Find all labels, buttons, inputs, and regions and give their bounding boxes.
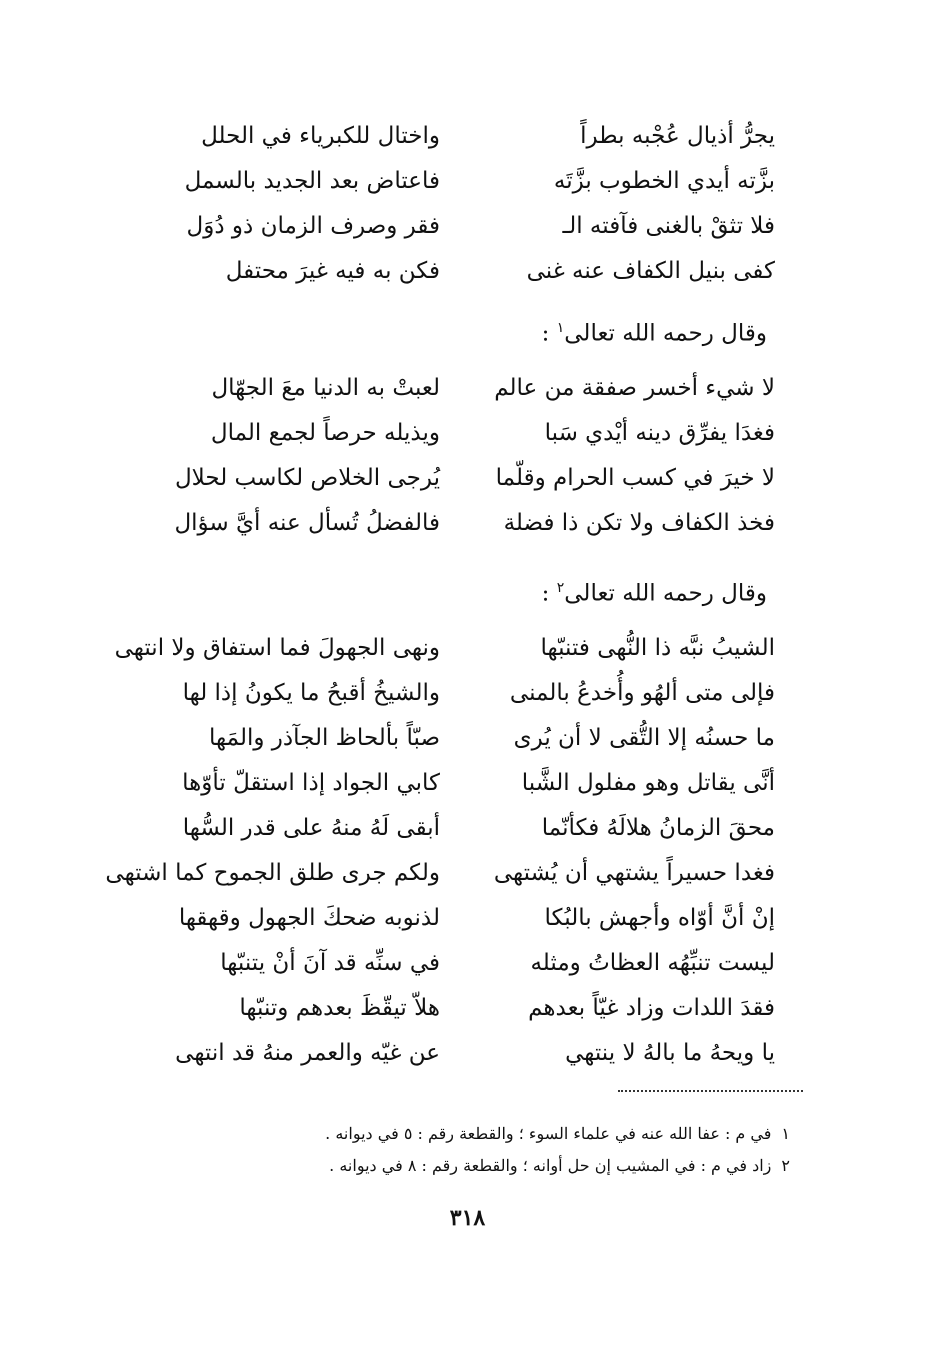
footnote-mark: ١ bbox=[556, 320, 565, 336]
verse-first-hemistich: يجرُّ أذيال عُجْبه بطراً bbox=[580, 123, 775, 149]
verse-first-hemistich: فغدا حسيراً يشتهي أن يُشتهى bbox=[493, 860, 775, 886]
verse bbox=[150, 210, 790, 255]
verse-second-hemistich: لعبتْ به الدنيا معَ الجهّال bbox=[211, 375, 440, 401]
verse-first-hemistich: ليست تنبِّهُه العظاتُ ومثله bbox=[530, 950, 775, 976]
verse-first-hemistich: لا شيء أخسر صفقة من عالم bbox=[494, 375, 775, 401]
verse-first-hemistich: فخذ الكفاف ولا تكن ذا فضلة bbox=[503, 510, 775, 536]
verse-second-hemistich: فاعتاض بعد الجديد بالسمل bbox=[184, 168, 440, 194]
poem-intro-2 bbox=[542, 312, 767, 350]
verse bbox=[150, 767, 790, 812]
verse bbox=[150, 372, 790, 417]
verse bbox=[150, 947, 790, 992]
verse bbox=[150, 507, 790, 552]
verse-second-hemistich: فقر وصرف الزمان ذو دُوَل bbox=[186, 213, 440, 239]
verse bbox=[150, 812, 790, 857]
verse-first-hemistich: يا ويحهُ ما بالهُ لا ينتهي bbox=[565, 1040, 775, 1066]
verse-second-hemistich: ويذيله حرصاً لجمع المال bbox=[210, 420, 440, 446]
verse bbox=[150, 462, 790, 507]
verse bbox=[150, 417, 790, 462]
page-number: ٣١٨ bbox=[449, 1205, 486, 1231]
verse bbox=[150, 677, 790, 722]
verse-first-hemistich: كفى بنيل الكفاف عنه غنى bbox=[526, 258, 775, 284]
footnote-text: زاد في م : في المشيب إن حل أوانه ؛ والقطعة رقم : ٨ في ديوانه . bbox=[329, 1156, 772, 1175]
footnote-number: ٢ bbox=[781, 1156, 790, 1175]
verse-second-hemistich: صبّاً بألحاظ الجآذر والمَها bbox=[209, 725, 440, 751]
verse-first-hemistich: بزَّته أيدي الخطوب بزَّتَه bbox=[553, 168, 775, 194]
intro-text: وقال رحمه الله تعالى bbox=[564, 580, 767, 607]
poem-stanza-3 bbox=[105, 632, 790, 1082]
intro-colon: : bbox=[541, 320, 550, 347]
footnote bbox=[150, 1150, 790, 1182]
verse bbox=[150, 722, 790, 767]
verse bbox=[150, 120, 790, 165]
verse-second-hemistich: يُرجى الخلاص لكاسب لحلال bbox=[174, 465, 440, 491]
verse bbox=[150, 902, 790, 947]
footnote-number: ١ bbox=[781, 1124, 790, 1143]
verse-second-hemistich: عن غيّه والعمر منهُ قد انتهى bbox=[175, 1040, 440, 1066]
verse-first-hemistich: الشيبُ نبَّه ذا النُّهى فتنبّها bbox=[540, 635, 775, 661]
intro-colon: : bbox=[541, 580, 550, 607]
verse-first-hemistich: فإلى متى ألهُو وأُخدعُ بالمنى bbox=[509, 680, 775, 706]
verse bbox=[150, 992, 790, 1037]
verse-first-hemistich: لا خيرَ في كسب الحرام وقلّما bbox=[495, 465, 775, 491]
poem-intro-3 bbox=[542, 572, 767, 610]
verse-second-hemistich: في سنِّه قد آنَ أنْ يتنبّها bbox=[220, 950, 440, 976]
verse-second-hemistich: والشيخُ أقبحُ ما يكونُ إذا لها bbox=[182, 680, 440, 706]
verse-second-hemistich: أبقى لَهُ منهُ على قدر السُّها bbox=[182, 815, 440, 841]
verse-first-hemistich: فغدَا يفرِّق دينه أيْدي سَبا bbox=[544, 420, 775, 446]
verse bbox=[150, 1037, 790, 1082]
verse-first-hemistich: إنْ أنَّ أوّاه وأجهش بالبُكا bbox=[544, 905, 775, 931]
verse bbox=[150, 255, 790, 300]
footnote-divider bbox=[618, 1090, 803, 1092]
verse-second-hemistich: فالفضلُ تُسأل عنه أيَّ سؤال bbox=[174, 510, 440, 536]
verse bbox=[150, 165, 790, 210]
verse-first-hemistich: فلا تثقْ بالغنى فآفته الـ bbox=[562, 213, 775, 239]
footnotes bbox=[150, 1118, 790, 1182]
verse-first-hemistich: فقدَ اللدات وزاد غيّاً بعدهم bbox=[528, 995, 775, 1021]
verse bbox=[105, 857, 790, 902]
verse-second-hemistich: كابي الجواد إذا استقلّ تأوّها bbox=[182, 770, 440, 796]
verse-second-hemistich: لذنوبه ضحكَ الجهول وقهقها bbox=[178, 905, 440, 931]
verse-second-hemistich: هلاّ تيقّظَ بعدهم وتنبّها bbox=[239, 995, 440, 1021]
intro-text: وقال رحمه الله تعالى bbox=[564, 320, 767, 347]
footnote-mark: ٢ bbox=[556, 580, 565, 596]
poem-stanza-1 bbox=[150, 120, 790, 300]
verse-first-hemistich: أنَّى يقاتل وهو مفلول الشَّبا bbox=[521, 770, 775, 796]
verse-second-hemistich: ونهى الجهولَ فما استفاق ولا انتهى bbox=[114, 635, 440, 661]
verse bbox=[114, 632, 790, 677]
verse-first-hemistich: محقَ الزمانُ هلالَهُ فكأنّما bbox=[541, 815, 775, 841]
verse-first-hemistich: ما حسنُه إلا التُّقى لا أن يُرى bbox=[513, 725, 775, 751]
footnote-text: في م : عفا الله عنه في علماء السوء ؛ والقطعة رقم : ٥ في ديوانه . bbox=[325, 1124, 772, 1143]
verse-second-hemistich: فكن به فيه غيرَ محتفل bbox=[225, 258, 440, 284]
poem-stanza-2 bbox=[150, 372, 790, 552]
footnote bbox=[150, 1118, 790, 1150]
verse-second-hemistich: واختال للكبرياء في الحلل bbox=[201, 123, 440, 149]
verse-second-hemistich: ولكم جرى طلق الجموح كما اشتهى bbox=[105, 860, 440, 886]
